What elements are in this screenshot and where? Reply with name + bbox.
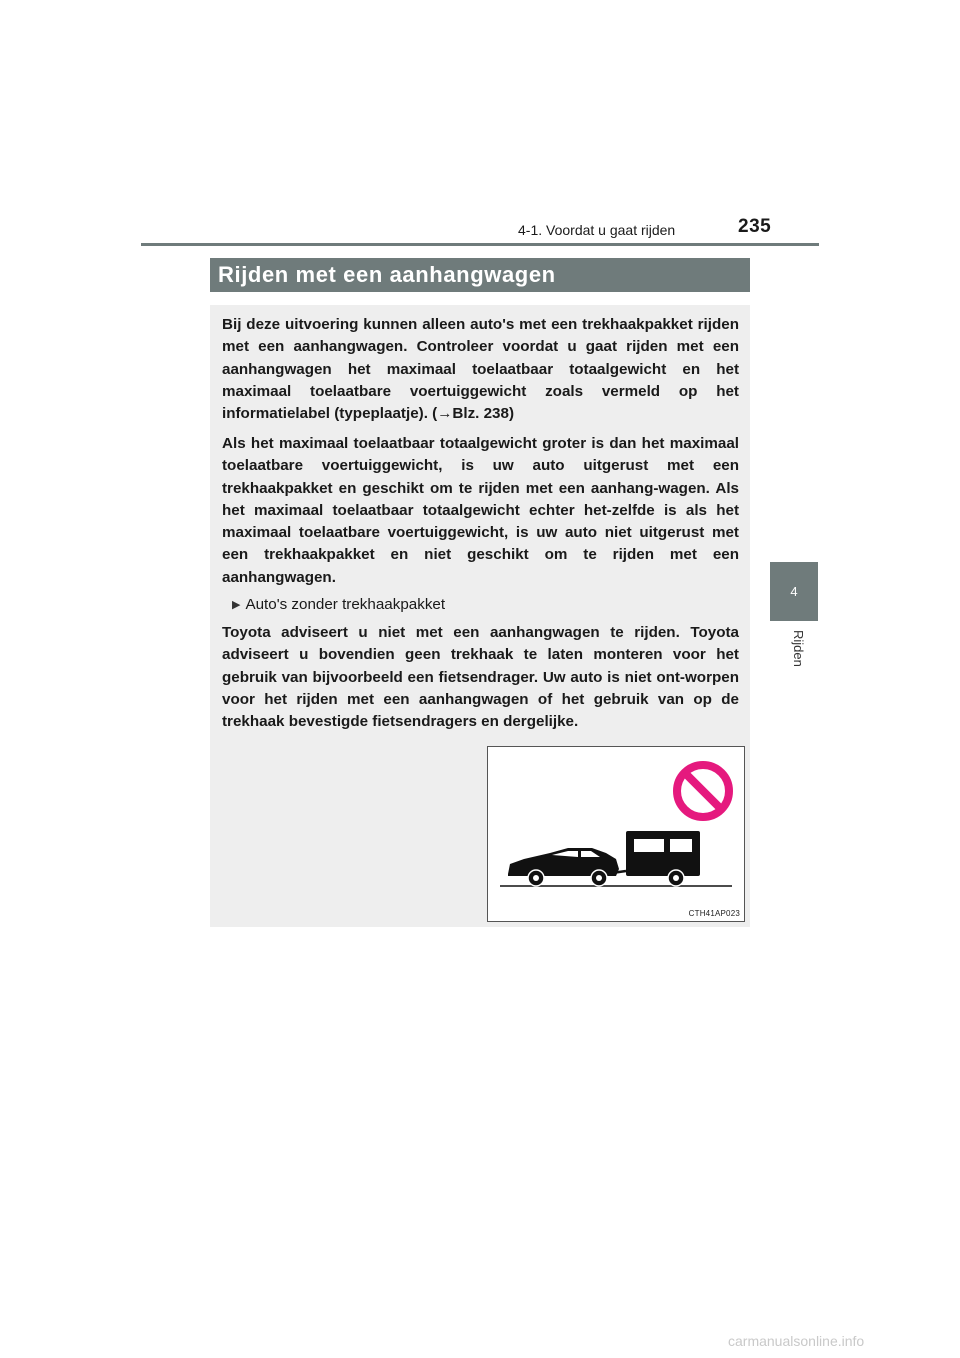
advice-paragraph: Toyota adviseert u niet met een aanhangwagen te rijden. Toyota adviseert u bovendien geen trekhaak te laten monteren voor het gebruik van bijvoorbeeld een fietsendrager. Uw auto is niet ont-worpen voor het rijden met een aanhangwagen of het gebruik van op de trekhaak bevestigde fietsendragers en dergelijke. [222, 624, 739, 731]
section-reference: 4-1. Voordat u gaat rijden [518, 222, 676, 238]
trailer-icon [612, 831, 700, 886]
illustration-code: CTH41AP023 [688, 909, 740, 918]
prohibition-icon [677, 765, 729, 817]
section-title-banner [210, 258, 750, 292]
intro-paragraph: Bij deze uitvoering kunnen alleen auto's met een trekhaakpakket rijden met een aanhangwagen. Controleer voordat u gaat rijden met een aanhangwagen het maximaal toelaatbaar totaalgewicht en het maximaal toelaatbare voertuiggewicht zoals vermeld op het informatielabel (typeplaatje). (→Blz. 238) [222, 316, 739, 423]
condition-paragraph: Als het maximaal toelaatbaar totaalgewicht groter is dan het maximaal toelaatbare voertuiggewicht, is uw auto uitgerust met een trekhaakpakket en geschikt om te rijden met een aanhang-wagen. Als het maximaal toelaatbaar totaalgewicht echter het-zelfde is als het maximaal toelaatbare voertuiggewicht, is uw auto niet uitgerust met een trekhaakpakket en niet geschikt om te rijden met een aanhangwagen. [222, 435, 739, 586]
triangle-bullet-icon: ▶ [232, 599, 241, 611]
header-rule [141, 243, 819, 246]
chapter-label: Rijden [791, 630, 806, 667]
chapter-number: 4 [790, 584, 798, 599]
bullet-item [232, 596, 445, 613]
section-title: Rijden met een aanhangwagen [218, 262, 556, 287]
illustration-svg [488, 747, 744, 921]
car-icon [508, 848, 619, 886]
bullet-text: Auto's zonder trekhaakpakket [245, 596, 446, 613]
illustration-frame [487, 746, 745, 922]
chapter-tab [770, 562, 818, 621]
watermark: carmanualsonline.info [728, 1333, 865, 1349]
page-number: 235 [738, 216, 772, 237]
